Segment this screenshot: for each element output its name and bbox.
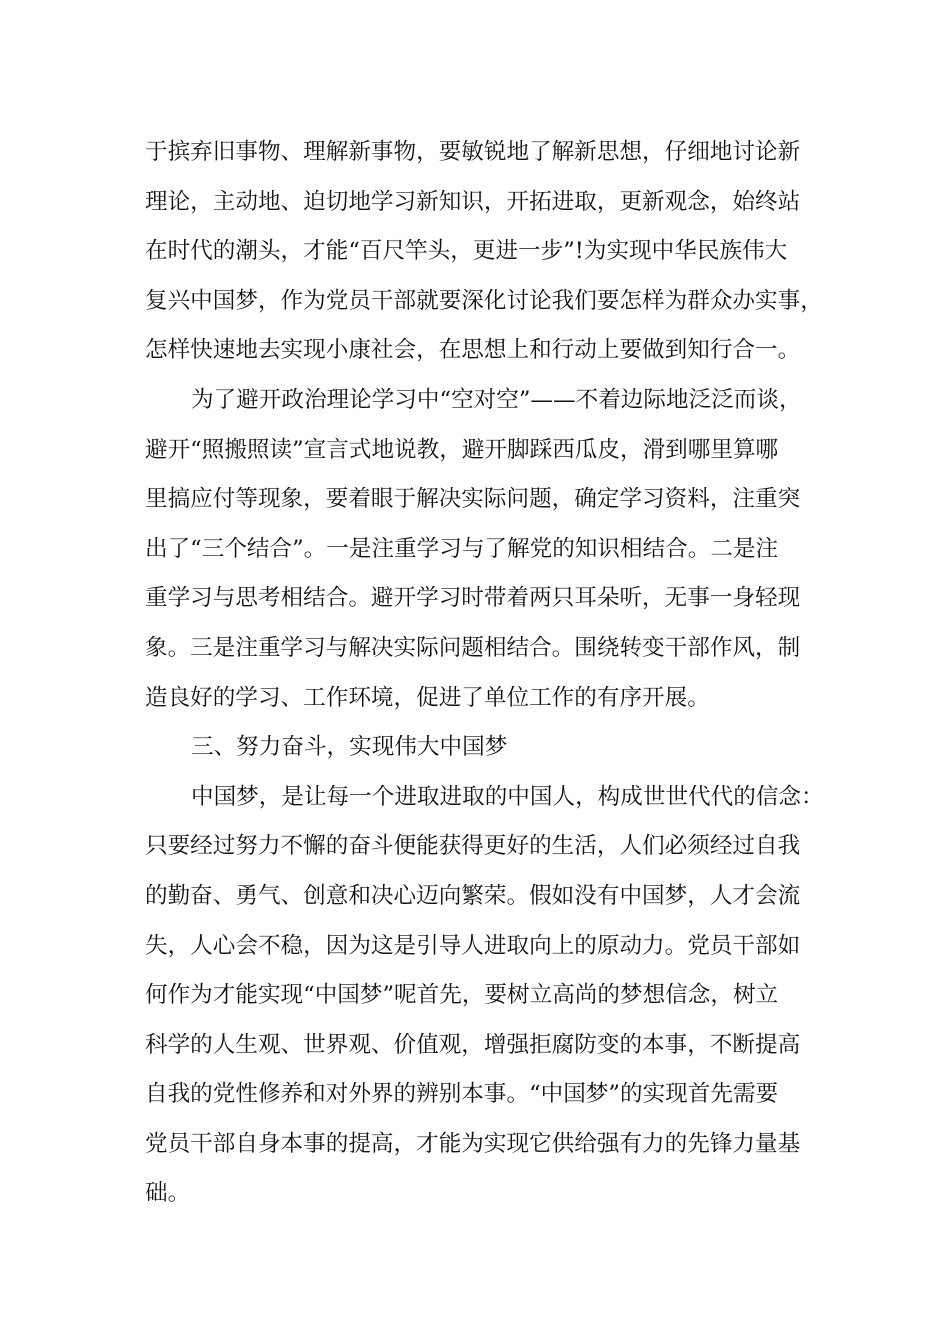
text-line: 复兴中国梦，作为党员干部就要深化讨论我们要怎样为群众办实事， [145, 287, 823, 314]
text-line: 象。三是注重学习与解决实际问题相结合。围绕转变干部作风，制 [145, 634, 801, 661]
text-line: 础。 [145, 1180, 191, 1207]
text-line: 科学的人生观、世界观、价值观，增强拒腐防变的本事，不断提高 [145, 1031, 801, 1058]
text-line: 于摈弃旧事物、理解新事物，要敏锐地了解新思想，仔细地讨论新 [145, 139, 801, 165]
text-line: 出了“三个结合”。一是注重学习与了解党的知识相结合。二是注 [145, 535, 779, 562]
document-body [145, 128, 835, 1219]
text-line: 失，人心会不稳，因为这是引导人进取向上的原动力。党员干部如 [145, 932, 801, 959]
paragraph-2 [145, 376, 835, 723]
section-heading-text: 三、努力奋斗，实现伟大中国梦 [191, 734, 508, 761]
text-line: 在时代的潮头，才能“百尺竿头，更进一步”!为实现中华民族伟大 [145, 238, 788, 265]
text-line: 党员干部自身本事的提高，才能为实现它供给强有力的先锋力量基 [145, 1130, 801, 1157]
text-line: 自我的党性修养和对外界的辨别本事。“中国梦”的实现首先需要 [145, 1081, 779, 1108]
text-line: 为了避开政治理论学习中“空对空”——不着边际地泛泛而谈， [191, 386, 802, 413]
paragraph-1 [145, 128, 835, 376]
text-line: 中国梦，是让每一个进取进取的中国人，构成世世代代的信念： [191, 783, 824, 810]
text-line: 避开“照搬照读”宣言式地说教，避开脚踩西瓜皮，滑到哪里算哪 [145, 436, 779, 463]
text-line: 里搞应付等现象，要着眼于解决实际问题，确定学习资料，注重突 [145, 486, 801, 513]
text-line: 重学习与思考相结合。避开学习时带着两只耳朵听，无事一身轻现 [145, 585, 801, 612]
text-line: 理论，主动地、迫切地学习新知识，开拓进取，更新观念，始终站 [145, 188, 801, 215]
text-line: 何作为才能实现“中国梦”呢首先，要树立高尚的梦想信念，树立 [145, 982, 779, 1009]
text-line: 造良好的学习、工作环境，促进了单位工作的有序开展。 [145, 684, 710, 711]
text-line: 怎样快速地去实现小康社会，在思想上和行动上要做到知行合一。 [145, 337, 801, 364]
text-line: 只要经过努力不懈的奋斗便能获得更好的生活，人们必须经过自我 [145, 833, 801, 860]
text-line: 的勤奋、勇气、创意和决心迈向繁荣。假如没有中国梦，人才会流 [145, 882, 801, 909]
paragraph-3 [145, 773, 835, 1219]
section-heading [145, 723, 835, 773]
